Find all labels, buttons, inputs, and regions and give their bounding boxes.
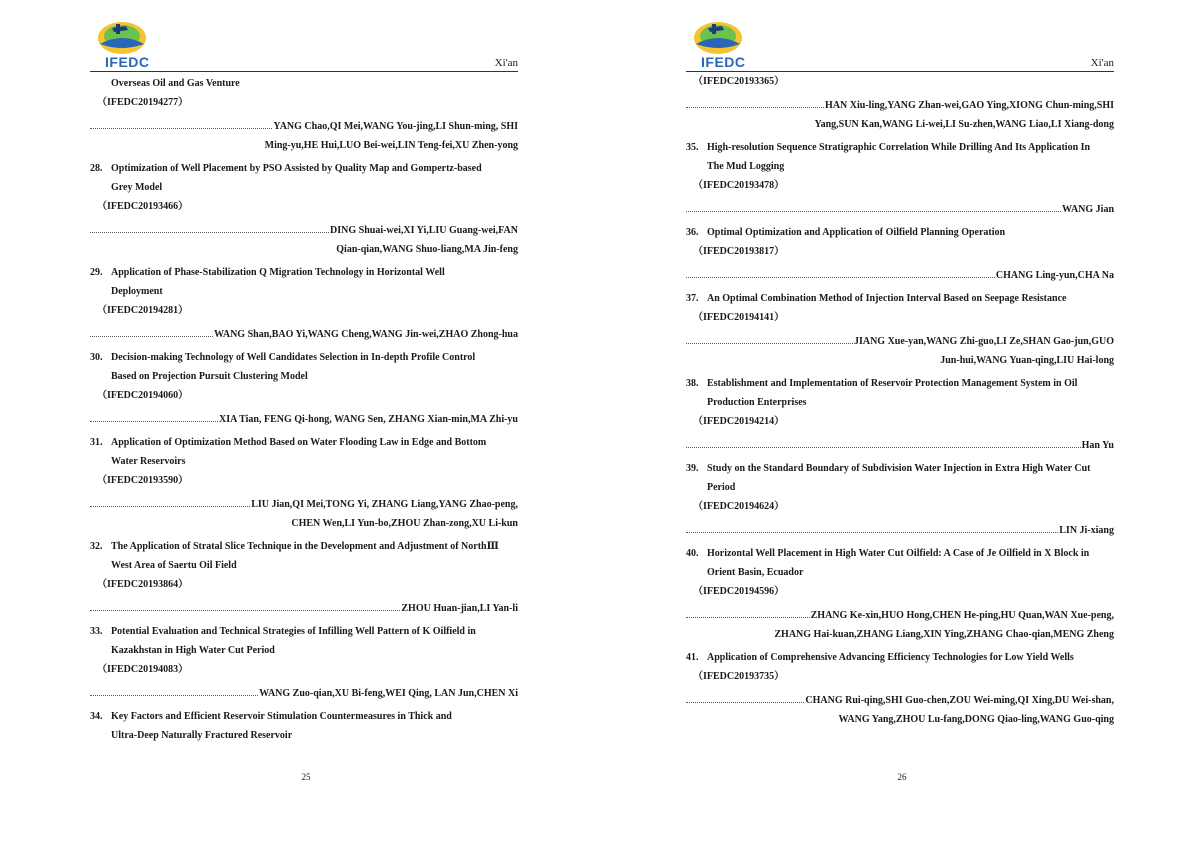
entry-number: 41.: [686, 652, 699, 663]
entry-title: An Optimal Combination Method of Injection Interval Based on Seepage Resistance: [707, 293, 1067, 304]
entry-title-cont: Ultra-Deep Naturally Fractured Reservoir: [111, 730, 293, 741]
entry-authors: LIN Ji-xiang: [1059, 525, 1114, 536]
entry-number: 28.: [90, 163, 103, 174]
entry-number: 37.: [686, 293, 699, 304]
entry-number: 39.: [686, 463, 699, 474]
entry-number: 34.: [90, 711, 103, 722]
header-rule: [90, 71, 518, 72]
entry-code: （IFEDC20194214）: [693, 416, 785, 427]
entry-number: 35.: [686, 142, 699, 153]
entry-code: （IFEDC20194141）: [693, 312, 785, 323]
leader-dots: [686, 532, 1058, 533]
leader-dots: [686, 447, 1081, 448]
toc-entry: [686, 648, 1114, 729]
entry-code: （IFEDC20194596）: [693, 586, 785, 597]
entry-title: High-resolution Sequence Stratigraphic Correlation While Drilling And Its Application In: [707, 142, 1091, 153]
entry-number: 36.: [686, 227, 699, 238]
entry-title: Study on the Standard Boundary of Subdivision Water Injection in Extra High Water Cut: [707, 463, 1091, 474]
leader-dots: [686, 343, 853, 344]
entry-title-cont: Grey Model: [111, 182, 163, 193]
toc-entry: [686, 138, 1114, 219]
toc-entry-continued: [686, 72, 1114, 134]
leader-dots: [90, 421, 218, 422]
entry-authors: XIA Tian, FENG Qi-hong, WANG Sen, ZHANG Xian-min,MA Zhi-yu: [219, 414, 518, 425]
entry-title: Application of Phase-Stabilization Q Migration Technology in Horizontal Well: [111, 267, 445, 278]
entry-authors: ZHANG Ke-xin,HUO Hong,CHEN He-ping,HU Quan,WAN Xue-peng,: [810, 610, 1114, 621]
entry-title-continued: Overseas Oil and Gas Venture: [111, 78, 240, 89]
entry-authors: LIU Jian,QI Mei,TONG Yi, ZHANG Liang,YANG Zhao-peng,: [251, 499, 518, 510]
entry-title: Key Factors and Efficient Reservoir Stimulation Countermeasures in Thick and: [111, 711, 452, 722]
toc-entry: [686, 374, 1114, 455]
entry-title: The Application of Stratal Slice Technique in the Development and Adjustment of NorthⅢ: [111, 541, 499, 552]
entry-title-cont: Period: [707, 482, 736, 493]
leader-dots: [90, 610, 400, 611]
entry-authors: WANG Jian: [1062, 204, 1114, 215]
leader-dots: [90, 128, 272, 129]
entry-authors: YANG Chao,QI Mei,WANG You-jing,LI Shun-ming, SHI: [273, 121, 518, 132]
entry-title: Application of Optimization Method Based on Water Flooding Law in Edge and Bottom: [111, 437, 487, 448]
toc-entry: [686, 459, 1114, 540]
page-number: 25: [301, 772, 311, 782]
entry-title-cont: Based on Projection Pursuit Clustering Model: [111, 371, 308, 382]
entry-title-cont: Water Reservoirs: [111, 456, 186, 467]
entry-title: Application of Comprehensive Advancing Efficiency Technologies for Low Yield Wells: [707, 652, 1074, 663]
entry-number: 31.: [90, 437, 103, 448]
entry-title: Decision-making Technology of Well Candidates Selection in In-depth Profile Control: [111, 352, 476, 363]
entry-title: Optimal Optimization and Application of Oilfield Planning Operation: [707, 227, 1006, 238]
leader-dots: [686, 702, 804, 703]
entry-code: （IFEDC20194624）: [693, 501, 785, 512]
ifedc-logo-icon: [688, 18, 748, 58]
header-city: Xi'an: [494, 57, 518, 69]
entry-title-cont: The Mud Logging: [707, 161, 785, 172]
entry-authors-cont: WANG Yang,ZHOU Lu-fang,DONG Qiao-ling,WANG Guo-qing: [838, 714, 1114, 725]
entry-number: 38.: [686, 378, 699, 389]
toc-content: [686, 72, 1114, 733]
entry-title: Potential Evaluation and Technical Strategies of Infilling Well Pattern of K Oilfield in: [111, 626, 476, 637]
toc-entry-continued: [90, 74, 518, 155]
toc-entry: [686, 223, 1114, 285]
leader-dots: [90, 506, 250, 507]
entry-number: 30.: [90, 352, 103, 363]
toc-entry: [686, 289, 1114, 370]
entry-code: （IFEDC20194060）: [97, 390, 189, 401]
entry-code: （IFEDC20193466）: [97, 201, 189, 212]
entry-title-cont: Deployment: [111, 286, 163, 297]
entry-number: 40.: [686, 548, 699, 559]
entry-authors: WANG Shan,BAO Yi,WANG Cheng,WANG Jin-wei,ZHAO Zhong-hua: [213, 329, 518, 340]
entry-authors-cont: ZHANG Hai-kuan,ZHANG Liang,XIN Ying,ZHANG Chao-qian,MENG Zheng: [774, 629, 1114, 640]
toc-entry: [90, 263, 518, 344]
logo-text: IFEDC: [105, 54, 150, 70]
entry-title-cont: Kazakhstan in High Water Cut Period: [111, 645, 275, 656]
entry-authors-cont: Jun-hui,WANG Yuan-qing,LIU Hai-long: [940, 355, 1114, 366]
ifedc-logo-icon: [92, 18, 152, 58]
toc-entry: [90, 537, 518, 618]
entry-code: （IFEDC20193735）: [693, 671, 785, 682]
leader-dots: [90, 232, 329, 233]
entry-code: （IFEDC20193590）: [97, 475, 189, 486]
entry-authors: CHANG Ling-yun,CHA Na: [995, 270, 1114, 281]
entry-authors: WANG Zuo-qian,XU Bi-feng,WEI Qing, LAN Jun,CHEN Xi: [259, 688, 518, 699]
entry-title-cont: West Area of Saertu Oil Field: [111, 560, 237, 571]
entry-title: Horizontal Well Placement in High Water Cut Oilfield: A Case of Je Oilfield in X Block in: [707, 548, 1090, 559]
entry-code: （IFEDC20193365）: [693, 76, 785, 87]
entry-authors-cont: CHEN Wen,LI Yun-bo,ZHOU Zhan-zong,XU Li-kun: [291, 518, 518, 529]
entry-code: （IFEDC20194281）: [97, 305, 189, 316]
toc-content: [90, 74, 518, 749]
toc-entry: [90, 707, 518, 745]
toc-entry: [90, 159, 518, 259]
entry-title: Optimization of Well Placement by PSO Assisted by Quality Map and Gompertz-based: [111, 163, 482, 174]
entry-code: （IFEDC20193864）: [97, 579, 189, 590]
entry-authors: HAN Xiu-ling,YANG Zhan-wei,GAO Ying,XIONG Chun-ming,SHI: [825, 100, 1114, 111]
entry-code: （IFEDC20194083）: [97, 664, 189, 675]
entry-title-cont: Production Enterprises: [707, 397, 807, 408]
entry-authors: ZHOU Huan-jian,LI Yan-li: [401, 603, 518, 614]
entry-authors: JIANG Xue-yan,WANG Zhi-guo,LI Ze,SHAN Gao-jun,GUO: [853, 336, 1114, 347]
page-number: 26: [897, 772, 907, 782]
toc-entry: [686, 544, 1114, 644]
toc-entry: [90, 433, 518, 533]
leader-dots: [686, 277, 995, 278]
entry-authors: Han Yu: [1081, 440, 1114, 451]
entry-authors: DING Shuai-wei,XI Yi,LIU Guang-wei,FAN: [330, 225, 518, 236]
leader-dots: [90, 336, 213, 337]
entry-number: 33.: [90, 626, 103, 637]
right-page: [596, 0, 1192, 842]
entry-code: （IFEDC20194277）: [97, 97, 189, 108]
ifedc-logo: [688, 18, 748, 68]
toc-entry: [90, 348, 518, 429]
entry-title: Establishment and Implementation of Reservoir Protection Management System in Oil: [707, 378, 1078, 389]
entry-number: 32.: [90, 541, 103, 552]
leader-dots: [686, 211, 1061, 212]
entry-authors: CHANG Rui-qing,SHI Guo-chen,ZOU Wei-ming,QI Xing,DU Wei-shan,: [805, 695, 1114, 706]
entry-code: （IFEDC20193817）: [693, 246, 785, 257]
entry-number: 29.: [90, 267, 103, 278]
leader-dots: [686, 107, 824, 108]
entry-authors-cont: Ming-yu,HE Hui,LUO Bei-wei,LIN Teng-fei,XU Zhen-yong: [264, 140, 518, 151]
entry-authors-cont: Qian-qian,WANG Shuo-liang,MA Jin-feng: [336, 244, 518, 255]
ifedc-logo: [92, 18, 152, 68]
logo-text: IFEDC: [701, 54, 746, 70]
leader-dots: [686, 617, 810, 618]
leader-dots: [90, 695, 258, 696]
entry-authors-cont: Yang,SUN Kan,WANG Li-wei,LI Su-zhen,WANG Liao,LI Xiang-dong: [814, 119, 1114, 130]
entry-title-cont: Orient Basin, Ecuador: [707, 567, 804, 578]
entry-code: （IFEDC20193478）: [693, 180, 785, 191]
header-city: Xi'an: [1090, 57, 1114, 69]
toc-entry: [90, 622, 518, 703]
